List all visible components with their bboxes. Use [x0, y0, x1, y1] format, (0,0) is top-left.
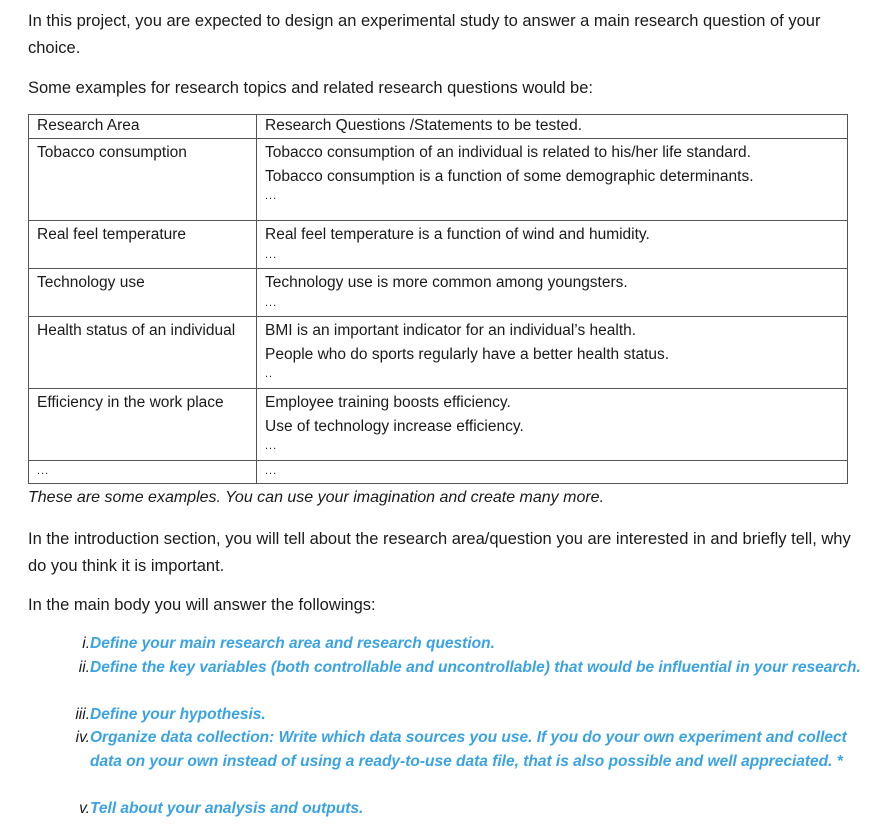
table-row — [29, 269, 848, 317]
header-research-questions: Research Questions /Statements to be tested. — [257, 115, 848, 139]
intro-paragraph: In this project, you are expected to design an experimental study to answer a main research question of your choice. — [28, 12, 821, 57]
task-text: Define your hypothesis. — [90, 705, 266, 723]
question-line: Tobacco consumption is a function of some demographic determinants. — [265, 167, 754, 185]
table-row — [29, 461, 848, 484]
introduction-paragraph: In the introduction section, you will tell about the research area/question you are interested in and briefly tell, why do you think it is important. — [28, 530, 851, 575]
list-number: iv. — [75, 729, 90, 747]
examples-note: These are some examples. You can use your imagination and create many more. — [28, 489, 605, 506]
question-line: Employee training boosts efficiency. — [265, 394, 511, 411]
task-list — [28, 632, 868, 821]
list-item — [28, 703, 868, 727]
list-number: i. — [82, 635, 90, 652]
table-row — [29, 389, 848, 461]
row-area: Health status of an individual — [29, 317, 257, 389]
ellipsis: ... — [257, 461, 848, 484]
list-number: v. — [79, 800, 90, 818]
row-area: Technology use — [29, 269, 257, 317]
list-number: ii. — [78, 658, 90, 676]
main-body-paragraph: In the main body you will answer the followings: — [28, 596, 376, 614]
question-line: Technology use is more common among youngsters. — [265, 274, 628, 291]
task-text: Tell about your analysis and outputs. — [90, 800, 364, 818]
table-header-row — [29, 115, 848, 139]
row-questions — [257, 221, 848, 269]
row-questions — [257, 139, 848, 221]
row-questions — [257, 389, 848, 461]
row-area: ... — [29, 461, 257, 484]
task-text: Define the key variables (both controllable and uncontrollable) that would be influential in your research. — [90, 658, 861, 676]
row-area: Tobacco consumption — [29, 139, 257, 221]
question-line: Tobacco consumption of an individual is related to his/her life standard. — [265, 144, 751, 161]
table-row — [29, 139, 848, 221]
question-line: BMI is an important indicator for an individual’s health. — [265, 322, 637, 339]
task-text: Organize data collection: Write which data sources you use. If you do your own experiment and collect data on your own instead of using a ready-to-use data file, that is also possible and well appreciated. * — [90, 729, 847, 770]
ellipsis: .. — [265, 368, 274, 380]
task-text: Define your main research area and research question. — [90, 635, 495, 652]
ellipsis: ... — [265, 440, 278, 452]
row-area: Real feel temperature — [29, 221, 257, 269]
list-item — [28, 656, 868, 703]
question-line: People who do sports regularly have a better health status. — [265, 345, 670, 363]
table-row — [29, 317, 848, 389]
question-line: Real feel temperature is a function of wind and humidity. — [265, 226, 650, 243]
ellipsis: ... — [265, 296, 278, 309]
examples-lead: Some examples for research topics and related research questions would be: — [28, 79, 593, 97]
table-row — [29, 221, 848, 269]
list-item — [28, 726, 868, 797]
row-area: Efficiency in the work place — [29, 389, 257, 461]
list-item — [28, 797, 868, 821]
list-item — [28, 632, 868, 656]
header-research-area: Research Area — [29, 115, 257, 139]
row-questions — [257, 269, 848, 317]
ellipsis: ... — [265, 190, 278, 202]
examples-table — [28, 114, 848, 484]
ellipsis: ... — [265, 248, 278, 261]
list-number: iii. — [75, 705, 90, 723]
row-questions — [257, 317, 848, 389]
question-line: Use of technology increase efficiency. — [265, 417, 524, 435]
